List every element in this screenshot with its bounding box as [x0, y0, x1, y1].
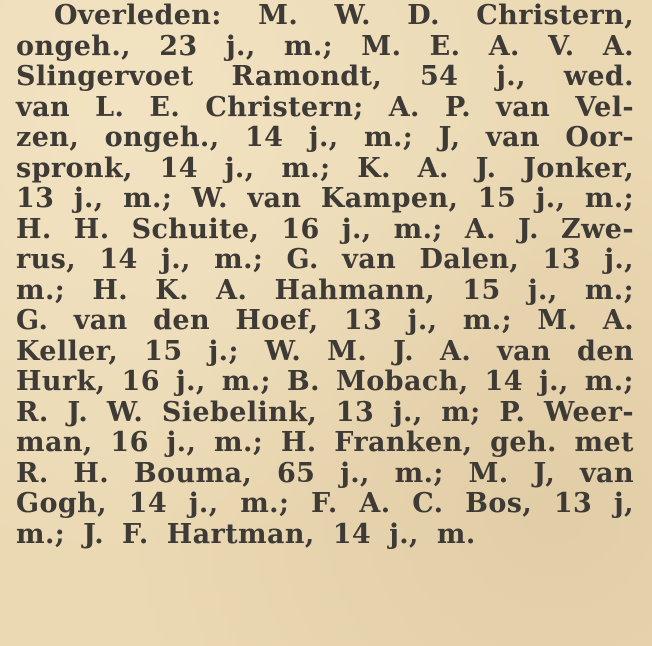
word: J. — [518, 213, 539, 245]
word: A. — [602, 305, 634, 336]
word: ongeh., — [104, 122, 220, 153]
word: G. — [286, 244, 319, 275]
word: Mobach, — [335, 366, 469, 397]
word: 14 — [484, 366, 523, 397]
word: j.; — [208, 335, 239, 367]
text-line — [16, 32, 634, 63]
word: W. — [334, 0, 371, 31]
word: j., — [175, 366, 206, 397]
word: met — [574, 427, 634, 458]
word: A. — [359, 488, 391, 519]
word: j., — [308, 122, 339, 153]
word: P. — [499, 396, 526, 428]
text-line — [16, 1, 634, 32]
word: m.; — [584, 366, 634, 397]
word: 16 — [121, 366, 160, 397]
obituary-text — [16, 1, 634, 550]
word: Hoef, — [235, 305, 319, 336]
word: van — [247, 183, 302, 214]
word: A. — [388, 91, 420, 123]
word: m. — [436, 518, 476, 550]
word: van — [497, 335, 552, 367]
word: 14 — [159, 152, 198, 184]
word: van — [579, 457, 634, 489]
word: W. — [264, 335, 302, 367]
word: Kampen, — [320, 183, 459, 214]
word: E. — [429, 30, 461, 62]
word: M. — [537, 305, 578, 336]
word: A. — [464, 213, 496, 245]
word: Hartman, — [166, 518, 315, 550]
word: j., — [225, 30, 256, 62]
text-line — [16, 123, 634, 154]
word: man, — [16, 427, 93, 458]
word: Bouma, — [133, 457, 253, 489]
word: H. — [280, 427, 317, 458]
text-line — [16, 184, 634, 215]
word: 65 — [276, 457, 316, 489]
word: j., — [166, 427, 197, 458]
word: K. — [357, 152, 391, 184]
word: P. — [444, 91, 472, 123]
word: R. — [16, 396, 49, 428]
word: 13 — [16, 183, 55, 214]
word: j., — [496, 61, 526, 92]
word: m.; — [394, 457, 444, 489]
word: J, — [533, 457, 556, 489]
word: van — [342, 244, 397, 275]
text-line — [16, 154, 634, 185]
word: A. — [439, 335, 472, 367]
text-line — [16, 398, 634, 429]
word: F. — [311, 488, 338, 519]
word: geh. — [490, 427, 557, 458]
word: Slingervoet — [16, 61, 194, 92]
word: K. — [155, 274, 189, 306]
word: m.; — [281, 152, 331, 184]
word: van — [485, 122, 540, 153]
text-line — [16, 245, 634, 276]
word: Weer- — [544, 396, 634, 428]
word: j., — [392, 396, 423, 428]
word: m.; — [364, 122, 414, 153]
word: M. — [361, 30, 402, 62]
word: J. — [475, 152, 497, 184]
word: Keller, — [16, 335, 119, 367]
text-line — [16, 93, 634, 124]
word: j., — [538, 366, 569, 397]
word: W. — [106, 396, 144, 428]
word: j., — [73, 183, 104, 214]
word: j., — [407, 305, 438, 336]
word: 16 — [110, 427, 149, 458]
word: Zwe- — [561, 213, 634, 245]
word: D. — [407, 0, 440, 31]
word: Jonker, — [523, 152, 634, 184]
text-line — [16, 489, 634, 520]
word: Ramondt, — [231, 61, 383, 92]
text-line — [16, 337, 634, 368]
text-line — [16, 215, 634, 246]
word: 13 — [335, 396, 375, 428]
word: wed. — [563, 61, 634, 92]
word: 15 — [144, 335, 183, 367]
text-line — [16, 459, 634, 490]
word: E. — [149, 91, 181, 123]
word: j., — [389, 518, 419, 550]
word: Franken, — [334, 427, 473, 458]
word: 13 — [553, 488, 593, 519]
word: J. — [393, 335, 415, 367]
text-line — [16, 428, 634, 459]
word: j., — [224, 152, 255, 184]
word: van — [73, 305, 128, 336]
word: m.; — [393, 213, 443, 245]
word: Schuite, — [131, 213, 260, 245]
word: A. — [602, 30, 634, 62]
word: Dalen, — [419, 244, 520, 275]
word: 14 — [244, 122, 284, 153]
word: m.; — [214, 244, 264, 275]
word: 14 — [332, 518, 372, 550]
word: zen, — [16, 122, 80, 153]
word: m.; — [16, 274, 66, 306]
word: Christern, — [476, 0, 634, 31]
word: A. — [216, 274, 248, 306]
word: m.; — [584, 274, 634, 306]
word: m.; — [16, 518, 66, 550]
text-line — [16, 276, 634, 307]
text-line — [16, 306, 634, 337]
word: G. — [16, 305, 49, 336]
word: m.; — [213, 427, 264, 458]
word: m.; — [221, 366, 271, 397]
word: Hahmann, — [274, 274, 436, 306]
word: 14 — [128, 488, 168, 519]
word: den — [577, 335, 634, 367]
word: j., — [161, 244, 191, 275]
word: j., — [535, 183, 566, 214]
word: H. — [73, 213, 110, 245]
word: Bos, — [465, 488, 533, 519]
word: m.; — [240, 488, 290, 519]
word: rus, — [16, 244, 77, 275]
word: m.; — [462, 305, 512, 336]
word: j., — [527, 274, 558, 306]
word: 15 — [477, 183, 517, 214]
word: 13 — [343, 305, 383, 336]
word: A. — [488, 30, 520, 62]
word: Overleden: — [54, 0, 222, 31]
word: j., — [341, 213, 372, 245]
word: W. — [191, 183, 228, 214]
word: 16 — [281, 213, 320, 245]
word: M. — [327, 335, 368, 367]
word: 14 — [99, 244, 138, 275]
word: J. — [83, 518, 105, 550]
word: M. — [468, 457, 509, 489]
word: 13 — [542, 244, 581, 275]
word: A. — [417, 152, 449, 184]
word: Christern; — [205, 91, 364, 123]
word: J, — [438, 122, 461, 153]
word: H. — [16, 213, 52, 245]
word: R. — [16, 457, 49, 489]
word: 54 — [419, 61, 459, 92]
word: m.; — [584, 183, 634, 214]
word: C. — [412, 488, 444, 519]
word: van — [496, 91, 551, 123]
word: van — [16, 91, 71, 123]
word: F. — [122, 518, 149, 550]
word: spronk, — [16, 152, 133, 184]
word: 15 — [462, 274, 501, 306]
word: H. — [92, 274, 129, 306]
word: m; — [441, 396, 481, 428]
word: Hurk, — [16, 366, 106, 397]
word: B. — [286, 366, 320, 397]
text-line — [16, 367, 634, 398]
word: ongeh., — [16, 30, 131, 62]
word: Oor- — [565, 122, 634, 153]
word: Gogh, — [16, 488, 107, 519]
word: j., — [604, 244, 634, 275]
word: Siebelink, — [161, 396, 318, 428]
word: Vel- — [575, 91, 634, 123]
word: J. — [67, 396, 89, 428]
word: L. — [95, 91, 125, 123]
word: H. — [73, 457, 110, 489]
word: den — [153, 305, 210, 336]
word: V. — [548, 30, 575, 62]
word: m.; — [283, 30, 334, 62]
word: j., — [188, 488, 219, 519]
word: m.; — [123, 183, 173, 214]
word: j., — [340, 457, 370, 489]
text-line — [16, 520, 634, 551]
word: 23 — [159, 30, 198, 62]
text-line — [16, 62, 634, 93]
word: j, — [613, 488, 634, 519]
word: M. — [258, 0, 299, 31]
